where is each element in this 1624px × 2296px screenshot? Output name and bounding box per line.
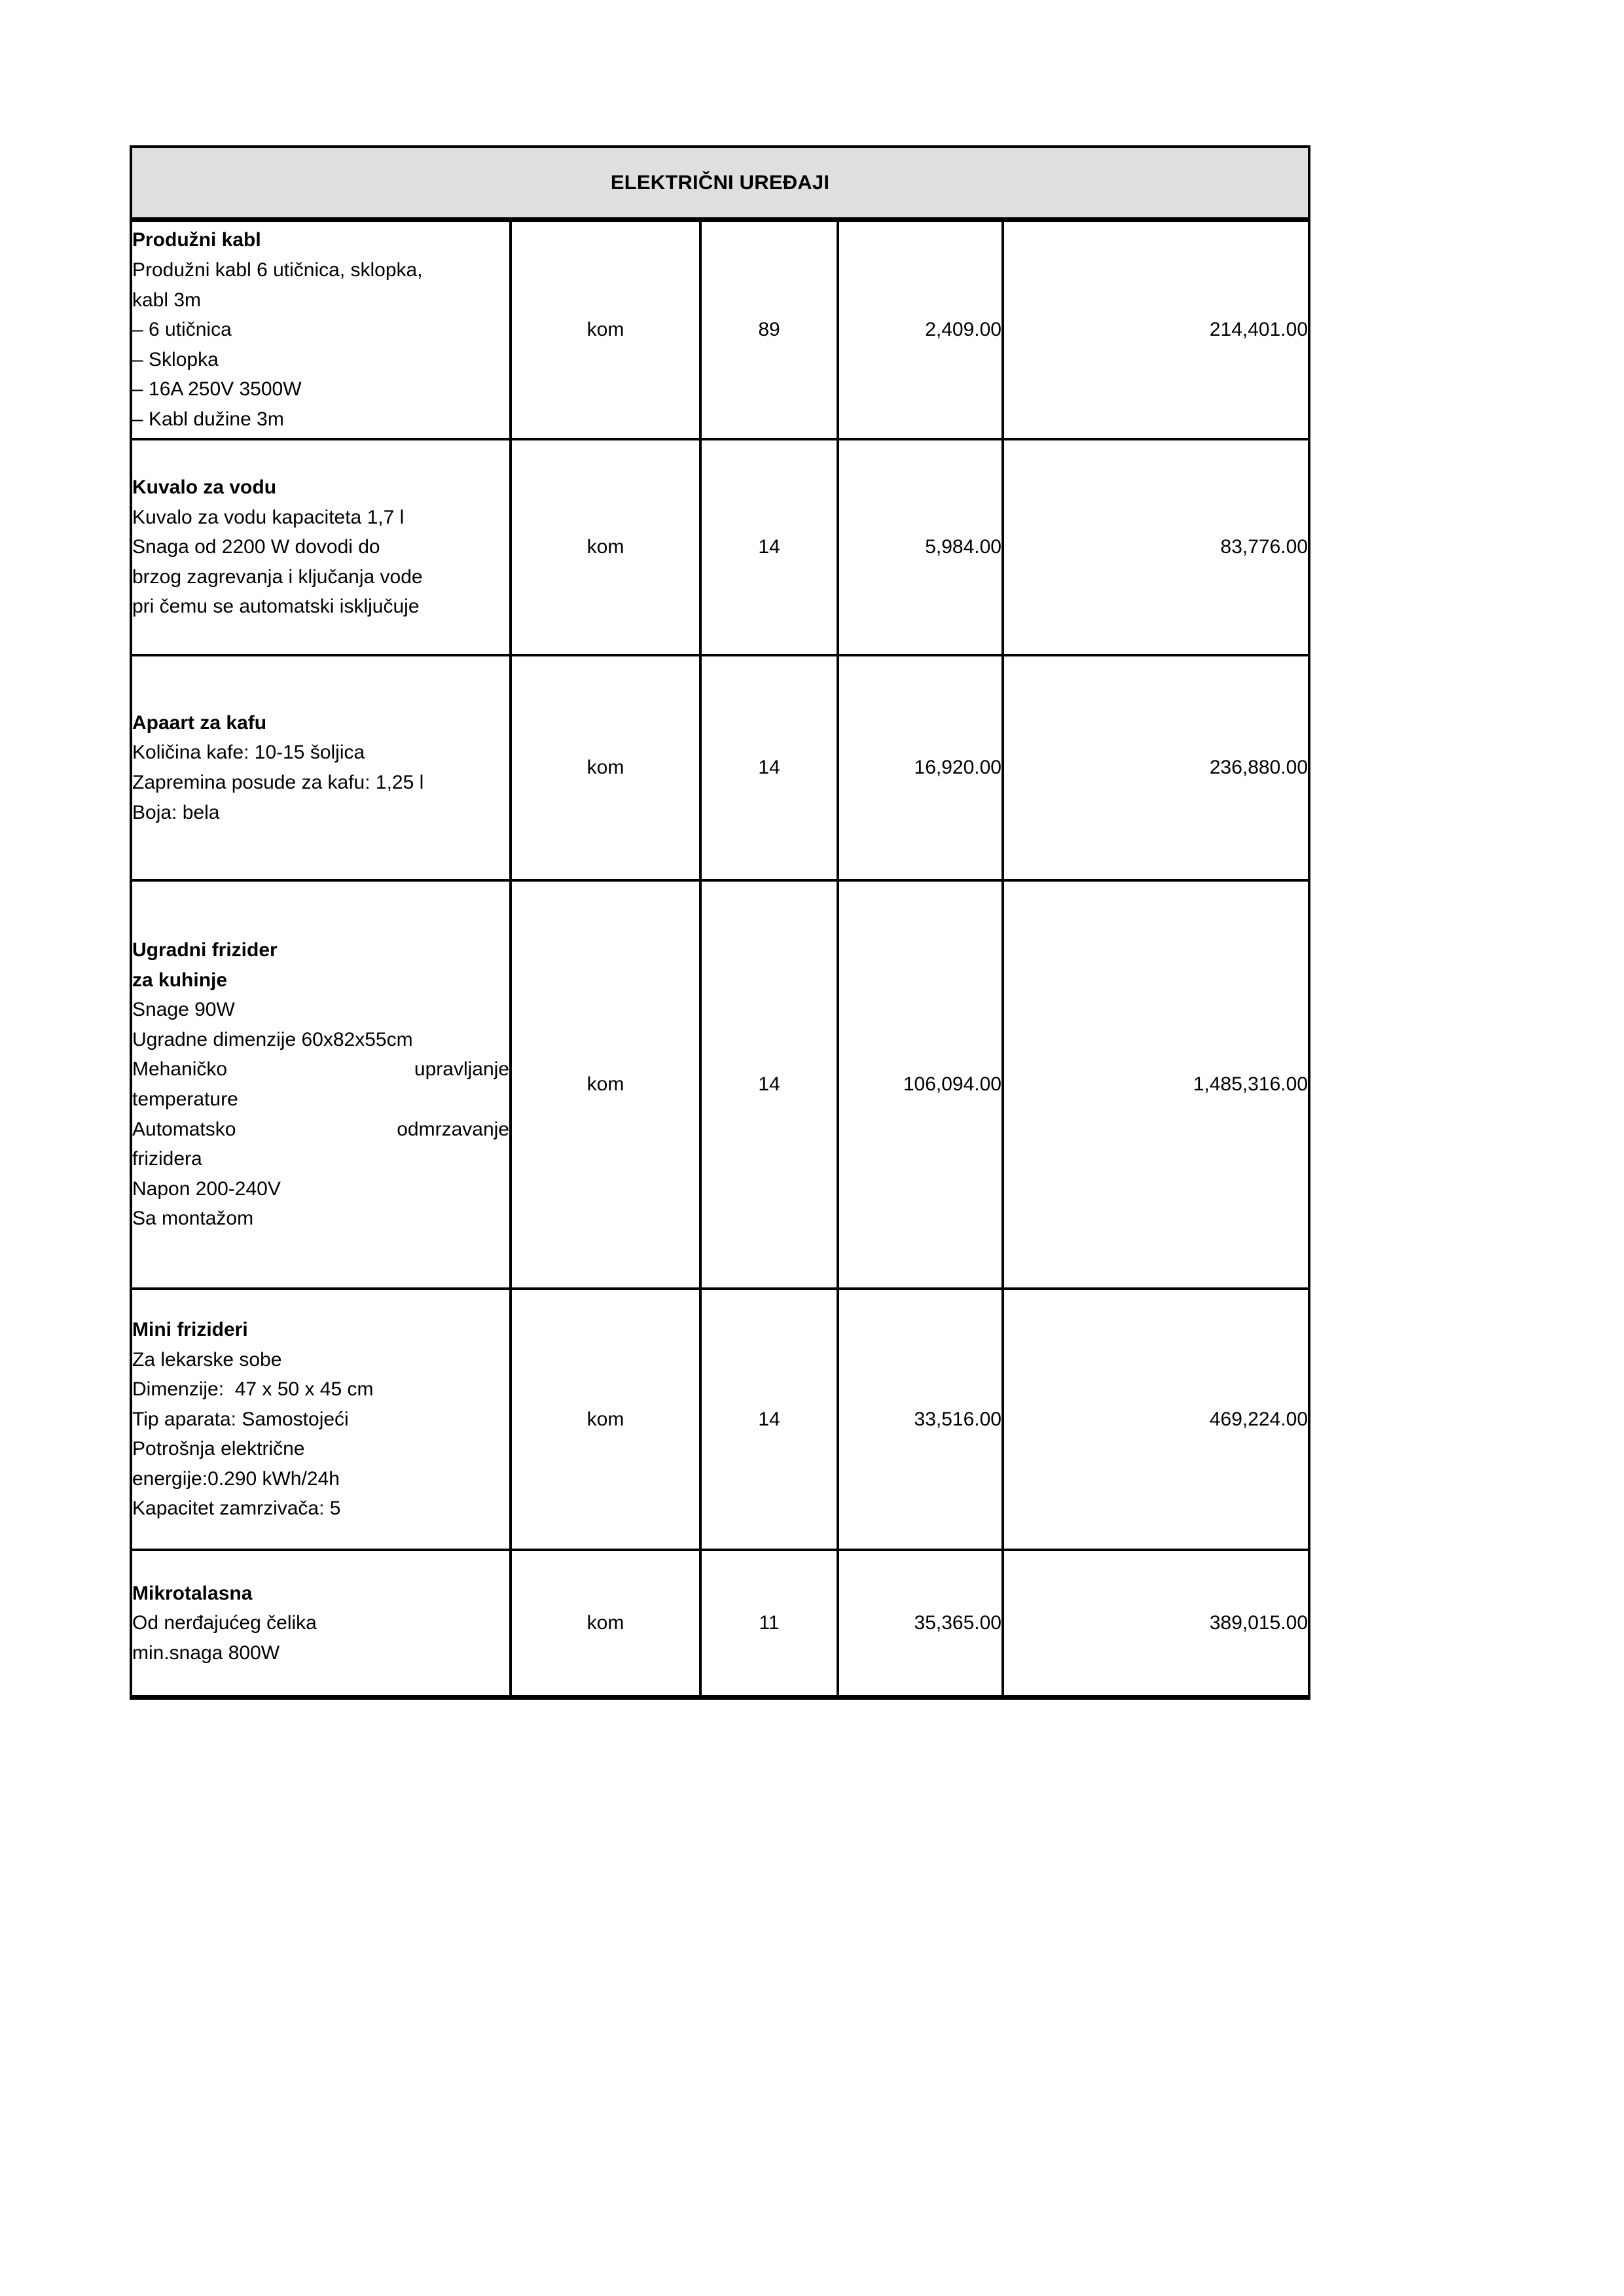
item-description-line: – 6 utičnica [132,319,232,341]
item-title: Mikrotalasna [132,1582,253,1604]
item-description-line: kabl 3m [132,289,202,311]
item-unit-cell: kom [511,1550,700,1698]
item-description-line: Tip aparata: Samostojeći [132,1408,349,1430]
item-unit-price-cell: 5,984.00 [838,439,1003,655]
item-description-cell [131,439,511,655]
item-description-line: brzog zagrevanja i ključanja vode [132,565,423,588]
item-unit-cell: kom [511,439,700,655]
item-unit-price-cell: 2,409.00 [838,220,1003,440]
item-total-price-cell: 83,776.00 [1003,439,1309,655]
item-description-cell [131,1550,511,1698]
item-description-line: Od nerđajućeg čelika [132,1612,317,1634]
item-description-line: – 16A 250V 3500W [132,378,302,401]
item-unit-cell: kom [511,1289,700,1550]
item-quantity-cell: 14 [700,439,838,655]
item-description-line: Ugradne dimenzije 60x82x55cm [132,1028,413,1050]
item-description-line: Snage 90W [132,999,235,1021]
table-header [131,147,1309,220]
item-description-line: Boja: bela [132,801,220,823]
table-row [131,220,1309,440]
item-unit-cell: kom [511,880,700,1289]
item-description-cell [131,220,511,440]
item-title: Kuvalo za vodu [132,476,277,499]
item-description-cell [131,1289,511,1550]
item-description-line: – Sklopka [132,348,219,370]
item-quantity-cell: 89 [700,220,838,440]
item-description-line: Kapacitet zamrzivača: 5 [132,1498,341,1520]
item-total-price-cell: 236,880.00 [1003,655,1309,880]
table-body [131,220,1309,1698]
item-description-line: Zapremina posude za kafu: 1,25 l [132,772,424,793]
section-header-title: ELEKTRIČNI UREĐAJI [131,147,1309,220]
item-description-line: Dimenzije: 47 x 50 x 45 cm [132,1378,374,1401]
item-quantity-cell: 14 [700,655,838,880]
item-unit-price-cell: 106,094.00 [838,880,1003,1289]
specification-table [130,145,1310,1700]
item-total-price-cell: 469,224.00 [1003,1289,1309,1550]
item-unit-price-cell: 16,920.00 [838,655,1003,880]
table-row [131,880,1309,1289]
item-quantity-cell: 14 [700,880,838,1289]
item-total-price-cell: 214,401.00 [1003,220,1309,440]
item-total-price-cell: 389,015.00 [1003,1550,1309,1698]
item-description-line: Snaga od 2200 W dovodi do [132,536,380,558]
item-description-line: – Kabl dužine 3m [132,408,284,430]
item-description-cell [131,880,511,1289]
item-unit-price-cell: 35,365.00 [838,1550,1003,1698]
table-row [131,1289,1309,1550]
table-row [131,655,1309,880]
item-description-line: min.snaga 800W [132,1641,280,1664]
item-description-line: Mehaničko upravljanje [132,1058,509,1081]
item-title: Ugradni frizider [132,939,278,961]
specification-table-container [130,145,1308,1700]
item-description-line: Potrošnja električne [132,1438,305,1460]
item-unit-cell: kom [511,220,700,440]
table-row [131,1550,1309,1698]
item-unit-cell: kom [511,655,700,880]
item-description-line: Automatsko odmrzavanje [132,1118,509,1140]
item-quantity-cell: 14 [700,1289,838,1550]
item-description-line: Za lekarske sobe [132,1348,282,1371]
item-description-line: Produžni kabl 6 utičnica, sklopka, [132,259,423,281]
item-description-line: pri čemu se automatski isključuje [132,596,420,618]
item-description-line: temperature [132,1088,238,1110]
item-description-line: Sa montažom [132,1208,254,1230]
item-description-line: Napon 200-240V [132,1177,281,1200]
section-header-row [131,147,1309,220]
item-description-line: Kuvalo za vodu kapaciteta 1,7 l [132,506,405,528]
item-description-line: energije:0.290 kWh/24h [132,1467,340,1490]
item-description-line: Količina kafe: 10-15 šoljica [132,742,365,764]
item-title-line2: za kuhinje [132,969,228,991]
item-title: Produžni kabl [132,229,261,251]
item-title: Mini frizideri [132,1318,248,1340]
item-title: Apaart za kafu [132,711,267,734]
item-description-line: frizidera [132,1148,202,1170]
table-row [131,439,1309,655]
item-unit-price-cell: 33,516.00 [838,1289,1003,1550]
item-total-price-cell: 1,485,316.00 [1003,880,1309,1289]
item-quantity-cell: 11 [700,1550,838,1698]
item-description-cell [131,655,511,880]
